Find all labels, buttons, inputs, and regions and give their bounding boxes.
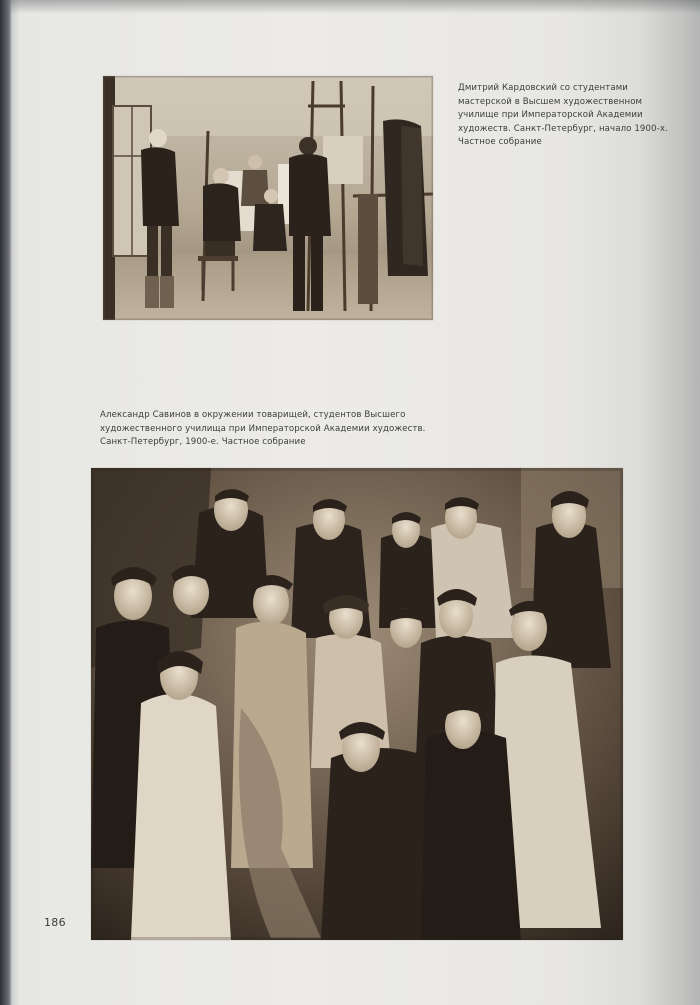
caption-line: Санкт-Петербург, 1900-е. Частное собрание (100, 437, 306, 448)
group-photo-image (91, 468, 623, 940)
caption-line: Частное собрание (458, 137, 542, 148)
book-gutter (0, 0, 12, 1005)
page-top-shadow (0, 0, 700, 14)
caption-line: Александр Савинов в окружении товарищей, студентов Высшего (100, 410, 406, 420)
group-photo-caption (100, 409, 440, 450)
studio-photo (103, 76, 433, 320)
page-number: 186 (44, 916, 66, 929)
caption-line: училище при Императорской Академии (458, 110, 643, 121)
studio-photo-image (103, 76, 433, 320)
caption-line: художественного училища при Императорской Академии художеств. (100, 423, 426, 434)
caption-line: мастерской в Высшем художественном (458, 96, 643, 107)
caption-line: художеств. Санкт-Петербург, начало 1900-х. (458, 123, 668, 134)
studio-photo-caption (458, 82, 668, 150)
group-photo (91, 468, 623, 940)
caption-line: Дмитрий Кардовский со студентами (458, 83, 628, 93)
